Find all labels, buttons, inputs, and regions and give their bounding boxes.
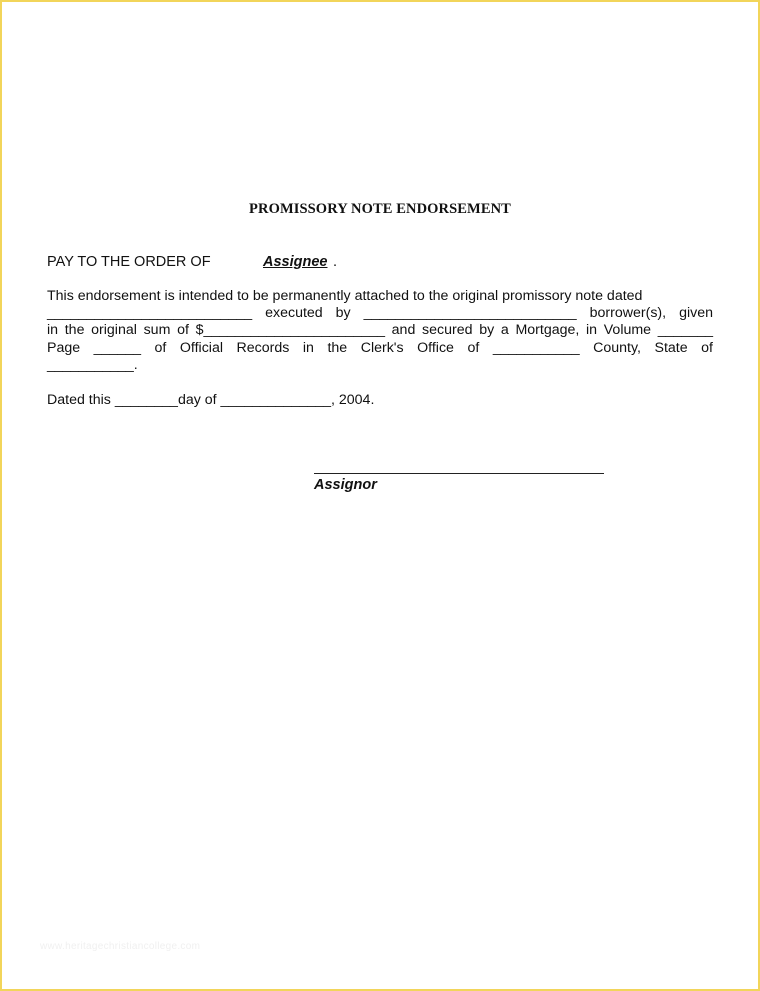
watermark: www.heritagechristiancollege.com — [40, 941, 201, 952]
paragraph-line: __________________________ executed by ___________________________ borrower(s), given — [47, 305, 713, 322]
dated-line: Dated this ________day of ______________, 2004. — [47, 392, 375, 408]
paragraph-line: ___________. — [47, 356, 138, 373]
document-title: PROMISSORY NOTE ENDORSEMENT — [249, 201, 511, 217]
assignee-name: Assignee — [263, 254, 328, 270]
pay-to-label: PAY TO THE ORDER OF — [47, 254, 211, 270]
pay-to-order-line — [47, 254, 338, 270]
signature-label: Assignor — [314, 477, 377, 493]
paragraph-line: Page ______ of Official Records in the Clerk's Office of ___________ County, State of — [47, 339, 713, 356]
endorsement-paragraph — [47, 288, 713, 374]
paragraph-line: This endorsement is intended to be permanently attached to the original promissory note dated — [47, 288, 643, 304]
paragraph-line: in the original sum of $_______________________ and secured by a Mortgage, in Volume _______ — [47, 322, 713, 339]
assignee-trailing: . — [333, 254, 338, 270]
signature-line — [314, 473, 604, 474]
